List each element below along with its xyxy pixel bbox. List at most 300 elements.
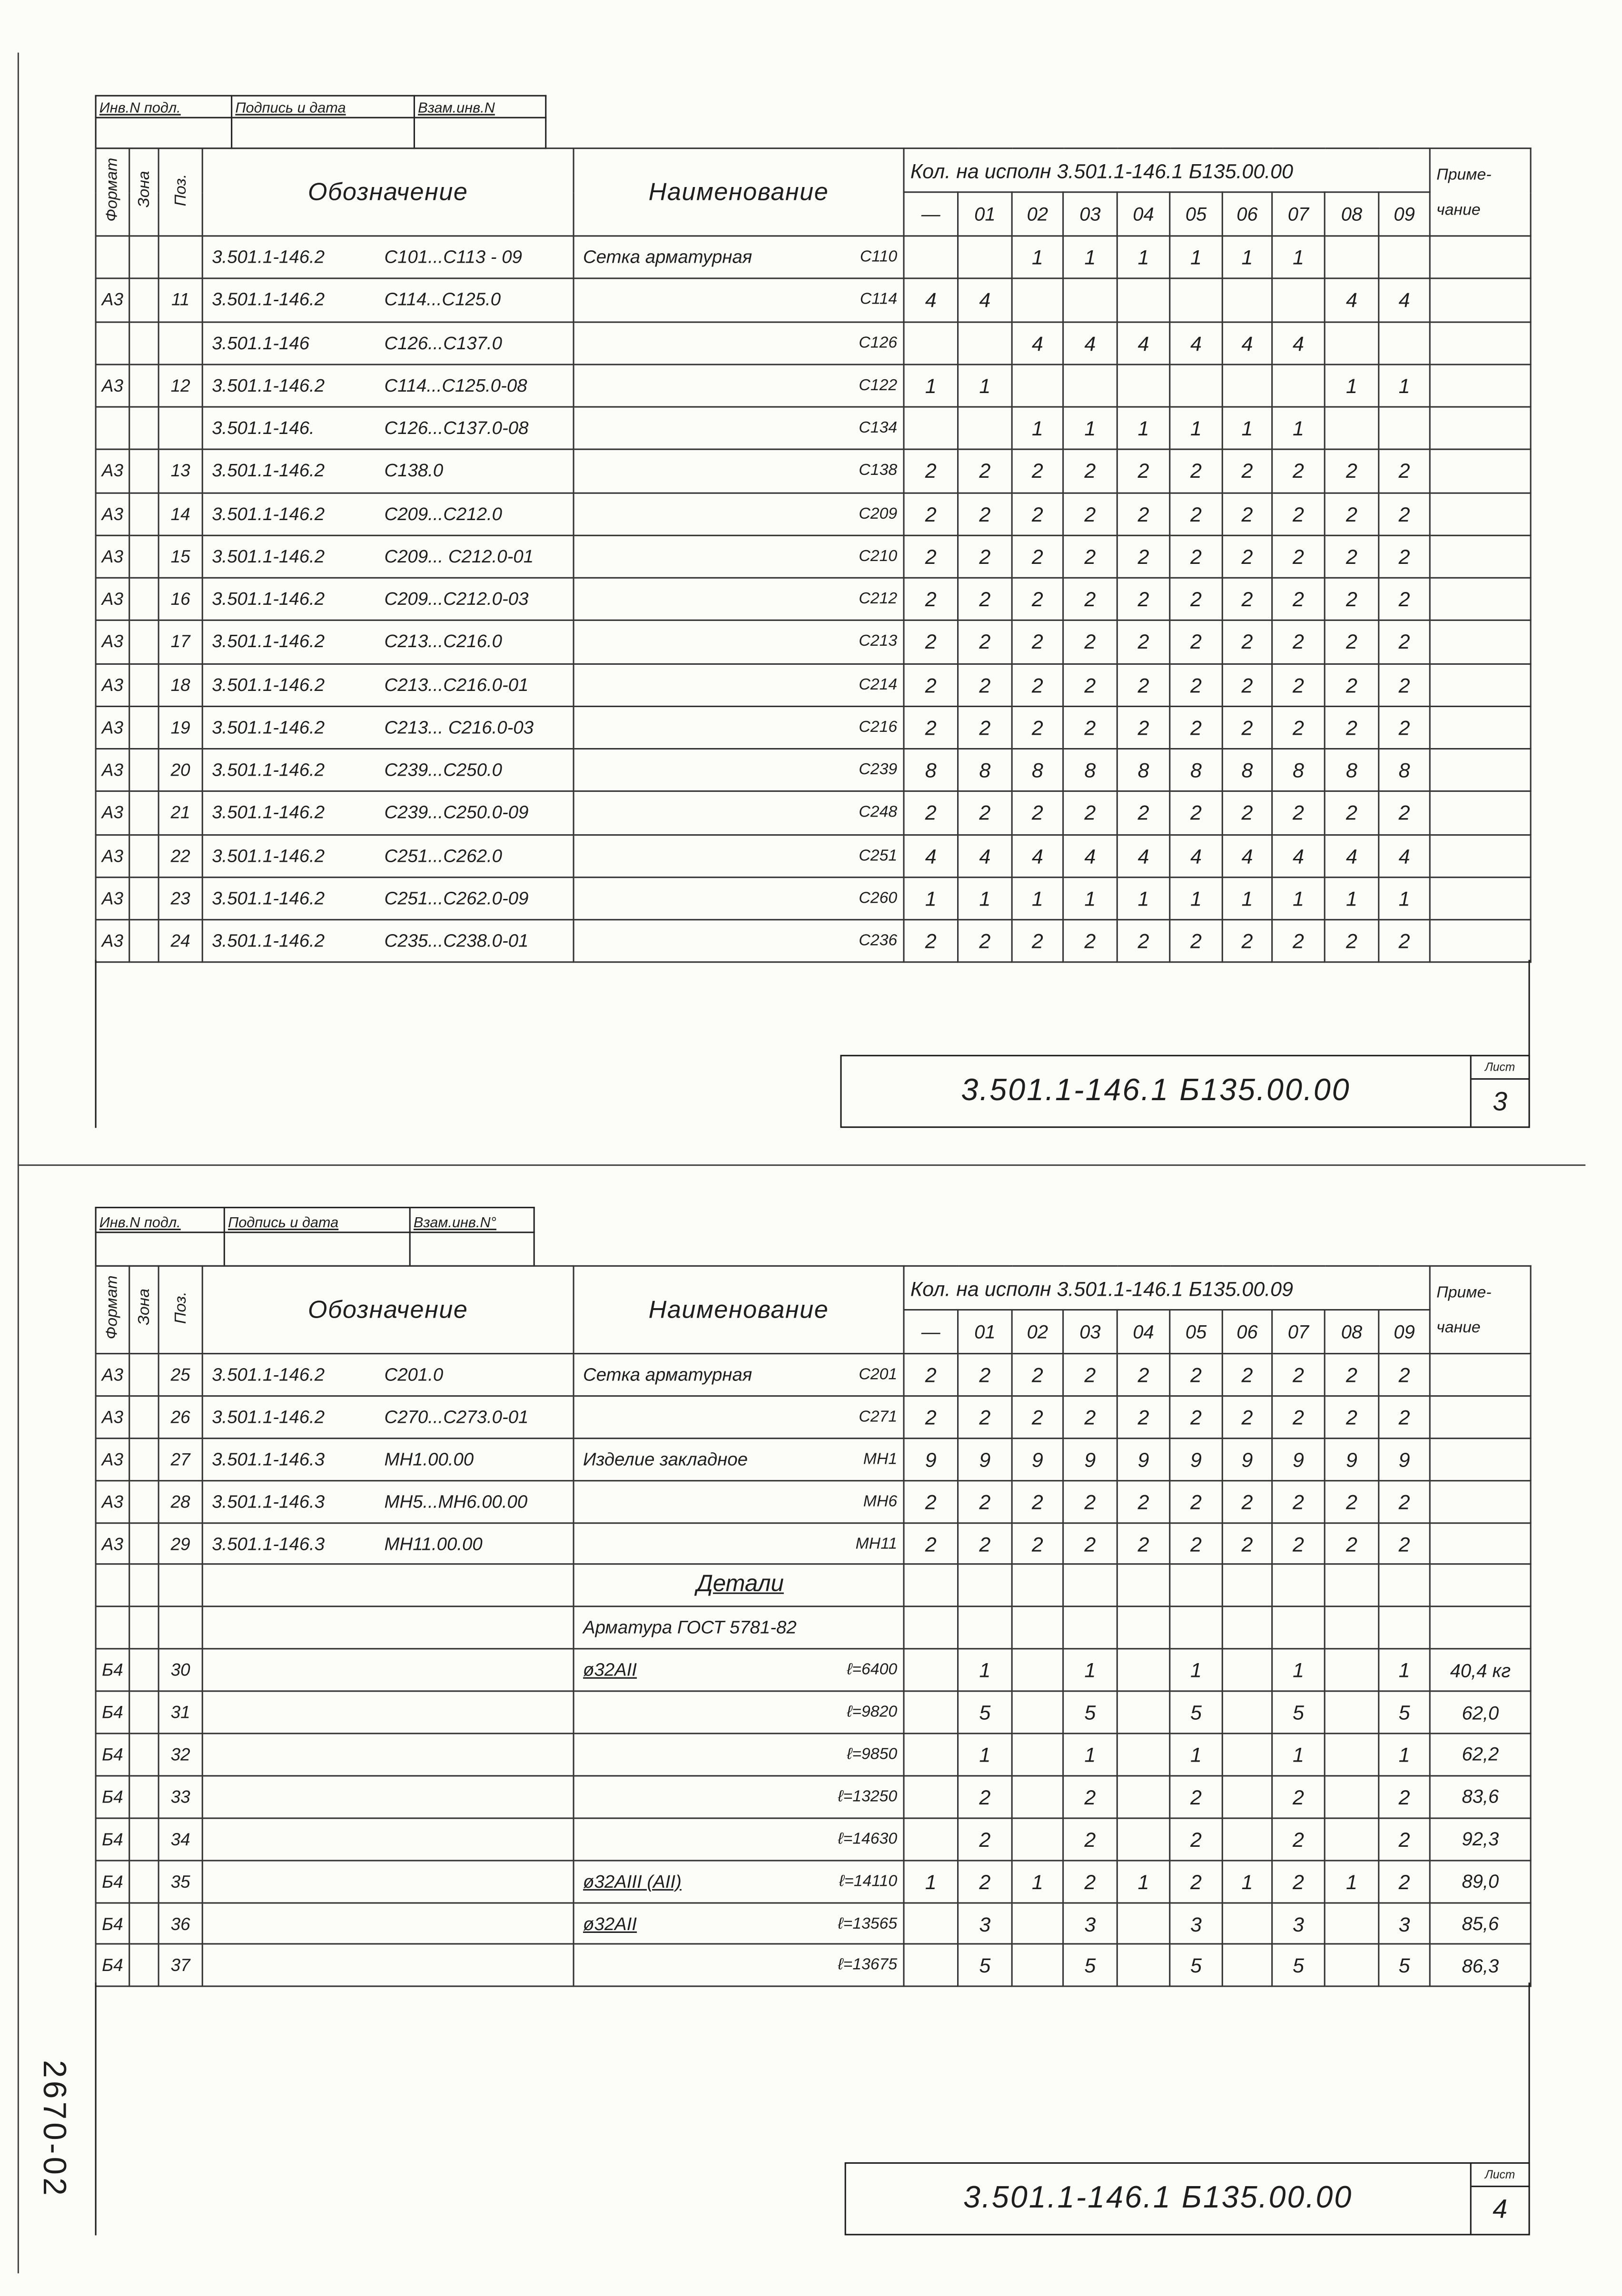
cell-qty-09: 9	[1379, 1438, 1430, 1480]
cell-qty-01: 2	[958, 1396, 1012, 1438]
sheet1-row-5	[96, 407, 1531, 450]
cell-qty-01: 1	[958, 1734, 1012, 1776]
cell-qty-08	[1325, 321, 1379, 364]
cell-qty-06: 4	[1222, 834, 1272, 877]
cell-qty-07: 2	[1272, 493, 1325, 535]
cell-qty-03: 5	[1063, 1691, 1118, 1734]
designation-document: 3.501.1-146.2	[212, 247, 325, 268]
cell-qty-02	[1012, 1734, 1063, 1776]
cell-position: 24	[158, 920, 202, 963]
header-zone-label: Зона	[135, 1289, 153, 1326]
cell-designation	[202, 920, 574, 963]
stamp-sign-label: Подпись и дата	[232, 96, 415, 118]
designation-items: МН11.00.00	[384, 1533, 483, 1554]
cell-qty-01	[958, 1565, 1012, 1607]
stamp-label-row	[96, 96, 546, 118]
cell-qty-02: 8	[1012, 749, 1063, 792]
name-box	[583, 1913, 897, 1934]
sheet2-row-8	[96, 1649, 1531, 1692]
cell-format	[96, 1565, 129, 1607]
name-box	[583, 761, 897, 779]
cell-qty-03: 2	[1063, 1818, 1118, 1860]
cell-qty-04	[1117, 1565, 1170, 1607]
cell-qty-base	[904, 236, 958, 279]
cell-qty-03: 2	[1063, 663, 1118, 706]
cell-qty-07: 3	[1272, 1902, 1325, 1945]
name-text: Сетка арматурная	[583, 247, 752, 268]
cell-note	[1430, 1480, 1531, 1523]
cell-qty-06	[1222, 1776, 1272, 1818]
cell-qty-07: 2	[1272, 706, 1325, 749]
cell-qty-09: 2	[1379, 1522, 1430, 1565]
cell-name	[574, 578, 904, 621]
qty-col-09: 09	[1379, 1310, 1430, 1353]
stamp-inv-label: Инв.N подл.	[96, 96, 232, 118]
cell-qty-07: 2	[1272, 1396, 1325, 1438]
name-mark: С236	[859, 932, 898, 950]
designation-items: С209...С212.0	[384, 503, 502, 524]
cell-designation	[202, 578, 574, 621]
designation-items: С114...С125.0-08	[384, 375, 527, 396]
cell-zone	[129, 1565, 158, 1607]
cell-qty-01: 2	[958, 791, 1012, 834]
cell-qty-06: 2	[1222, 493, 1272, 535]
name-mark: С134	[859, 419, 898, 437]
cell-qty-01	[958, 1607, 1012, 1649]
cell-qty-08: 2	[1325, 450, 1379, 493]
cell-qty-06: 1	[1222, 877, 1272, 920]
cell-qty-03	[1063, 1565, 1118, 1607]
sheet2-spec-table	[95, 1265, 1532, 1988]
cell-name	[574, 877, 904, 920]
cell-qty-05: 2	[1170, 663, 1223, 706]
cell-note	[1430, 279, 1531, 322]
cell-name	[574, 321, 904, 364]
stamp-sign-label: Подпись и дата	[224, 1208, 410, 1232]
name-box	[583, 334, 897, 352]
cell-qty-01: 1	[958, 364, 1012, 407]
cell-qty-01: 2	[958, 621, 1012, 663]
cell-name	[574, 1565, 904, 1607]
cell-qty-09: 2	[1379, 621, 1430, 663]
cell-designation	[202, 535, 574, 578]
designation-document: 3.501.1-146.2	[212, 503, 325, 524]
cell-qty-06	[1222, 1565, 1272, 1607]
designation-items: С209...С212.0-03	[384, 589, 529, 610]
qty-col-08: 08	[1325, 192, 1379, 236]
name-mark: С138	[859, 462, 898, 480]
cell-position: 36	[158, 1902, 202, 1945]
cell-qty-base	[904, 1818, 958, 1860]
name-box	[583, 1535, 897, 1552]
designation-items: С126...С137.0-08	[384, 418, 529, 439]
cell-zone	[129, 1860, 158, 1902]
cell-note	[1430, 706, 1531, 749]
cell-format: А3	[96, 535, 129, 578]
sheet2-document-code: 3.501.1-146.1 Б135.00.00	[963, 2181, 1353, 2215]
cell-qty-09: 3	[1379, 1902, 1430, 1945]
cell-zone	[129, 1776, 158, 1818]
cell-qty-01: 2	[958, 1818, 1012, 1860]
cell-qty-07: 2	[1272, 1860, 1325, 1902]
cell-format: А3	[96, 1438, 129, 1480]
cell-format: А3	[96, 749, 129, 792]
cell-qty-base	[904, 1691, 958, 1734]
cell-qty-07: 2	[1272, 1522, 1325, 1565]
cell-position: 25	[158, 1354, 202, 1396]
designation-items: С235...С238.0-01	[384, 931, 529, 952]
cell-name	[574, 1396, 904, 1438]
cell-qty-04	[1117, 1776, 1170, 1818]
cell-qty-base: 2	[904, 706, 958, 749]
name-box	[583, 548, 897, 565]
name-box	[583, 247, 897, 267]
cell-zone	[129, 791, 158, 834]
cell-zone	[129, 578, 158, 621]
header-format-label: Формат	[103, 158, 121, 222]
cell-designation	[202, 1860, 574, 1902]
cell-qty-06: 2	[1222, 1354, 1272, 1396]
cell-qty-09	[1379, 236, 1430, 279]
cell-qty-08	[1325, 407, 1379, 450]
cell-note: 62,2	[1430, 1734, 1531, 1776]
cell-qty-05: 5	[1170, 1691, 1223, 1734]
name-text: ø32АII	[583, 1913, 637, 1934]
cell-position: 12	[158, 364, 202, 407]
cell-qty-09: 5	[1379, 1944, 1430, 1987]
sheet1-row-3	[96, 321, 1531, 364]
cell-note: 86,3	[1430, 1944, 1531, 1987]
cell-format	[96, 1607, 129, 1649]
cell-format: А3	[96, 706, 129, 749]
cell-qty-base	[904, 1944, 958, 1987]
cell-qty-05	[1170, 1607, 1223, 1649]
name-box	[583, 591, 897, 608]
cell-qty-09: 2	[1379, 578, 1430, 621]
cell-position	[158, 1565, 202, 1607]
cell-qty-base	[904, 1902, 958, 1945]
cell-note	[1430, 493, 1531, 535]
cell-qty-07: 1	[1272, 1734, 1325, 1776]
cell-format: Б4	[96, 1691, 129, 1734]
cell-qty-05: 1	[1170, 407, 1223, 450]
qty-col-02: 02	[1012, 192, 1063, 236]
sheet1-row-1	[96, 236, 1531, 279]
sheet2-sheet-label: Лист	[1472, 2164, 1529, 2187]
sheet1-row-9	[96, 578, 1531, 621]
header-zone-label: Зона	[135, 171, 153, 208]
cell-qty-01: 1	[958, 877, 1012, 920]
cell-qty-02: 4	[1012, 834, 1063, 877]
cell-qty-02: 2	[1012, 663, 1063, 706]
cell-qty-08: 2	[1325, 535, 1379, 578]
cell-name	[574, 1734, 904, 1776]
cell-designation	[202, 1818, 574, 1860]
cell-designation	[202, 321, 574, 364]
qty-col-05: 05	[1170, 1310, 1223, 1353]
qty-col-02: 02	[1012, 1310, 1063, 1353]
cell-zone	[129, 279, 158, 322]
header-name: Наименование	[574, 148, 904, 236]
designation-items: С239...С250.0	[384, 759, 502, 780]
cell-qty-05: 9	[1170, 1438, 1223, 1480]
cell-qty-06: 2	[1222, 1480, 1272, 1523]
cell-qty-05: 2	[1170, 1396, 1223, 1438]
cell-qty-03: 2	[1063, 535, 1118, 578]
cell-position: 16	[158, 578, 202, 621]
cell-format: Б4	[96, 1649, 129, 1692]
cell-qty-09: 2	[1379, 1818, 1430, 1860]
cell-name	[574, 834, 904, 877]
designation-document: 3.501.1-146.3	[212, 1491, 325, 1512]
cell-qty-base: 2	[904, 791, 958, 834]
cell-qty-07: 2	[1272, 621, 1325, 663]
cell-qty-09: 2	[1379, 1776, 1430, 1818]
cell-qty-08: 2	[1325, 663, 1379, 706]
designation-items: С126...С137.0	[384, 332, 502, 353]
cell-qty-base	[904, 1607, 958, 1649]
cell-position: 28	[158, 1480, 202, 1523]
cell-qty-07	[1272, 279, 1325, 322]
cell-qty-08: 2	[1325, 706, 1379, 749]
cell-qty-03: 1	[1063, 407, 1118, 450]
cell-qty-09: 2	[1379, 920, 1430, 963]
cell-zone	[129, 1818, 158, 1860]
cell-qty-base: 2	[904, 1522, 958, 1565]
cell-qty-04: 2	[1117, 791, 1170, 834]
cell-qty-04	[1117, 1607, 1170, 1649]
stamp-vzam-field	[410, 1232, 534, 1266]
name-box	[583, 676, 897, 693]
cell-qty-05	[1170, 279, 1223, 322]
cell-qty-09: 2	[1379, 493, 1430, 535]
sheet1-row-12	[96, 706, 1531, 749]
cell-format: А3	[96, 621, 129, 663]
cell-qty-09	[1379, 1565, 1430, 1607]
cell-qty-06	[1222, 1607, 1272, 1649]
sheet1-sheet-number: 3	[1493, 1087, 1507, 1116]
cell-qty-08: 2	[1325, 1522, 1379, 1565]
name-text: ø32АII	[583, 1660, 637, 1681]
cell-qty-05: 2	[1170, 535, 1223, 578]
cell-format: Б4	[96, 1860, 129, 1902]
cell-designation	[202, 364, 574, 407]
cell-qty-04	[1117, 1818, 1170, 1860]
cell-format: Б4	[96, 1776, 129, 1818]
cell-qty-04: 1	[1117, 877, 1170, 920]
cell-qty-04: 2	[1117, 920, 1170, 963]
sheet2-row-3	[96, 1438, 1531, 1480]
name-mark: ℓ=9850	[847, 1745, 898, 1764]
cell-qty-base: 2	[904, 663, 958, 706]
cell-name	[574, 450, 904, 493]
name-box	[583, 1364, 897, 1385]
sheet-separator-line	[18, 1164, 1585, 1166]
cell-qty-08	[1325, 1649, 1379, 1692]
designation-items: С138.0	[384, 461, 444, 482]
cell-note: 89,0	[1430, 1860, 1531, 1902]
name-mark: С110	[860, 248, 898, 266]
cell-designation	[202, 706, 574, 749]
name-box	[583, 1871, 897, 1892]
cell-format: Б4	[96, 1944, 129, 1987]
cell-note	[1430, 450, 1531, 493]
cell-position: 29	[158, 1522, 202, 1565]
name-box	[583, 1704, 897, 1721]
cell-qty-05	[1170, 364, 1223, 407]
cell-qty-09: 1	[1379, 1734, 1430, 1776]
sheet2-row-14	[96, 1902, 1531, 1945]
cell-qty-09: 1	[1379, 364, 1430, 407]
cell-designation	[202, 1944, 574, 1987]
cell-qty-05: 4	[1170, 321, 1223, 364]
cell-name	[574, 493, 904, 535]
cell-qty-07: 1	[1272, 877, 1325, 920]
cell-format: А3	[96, 1480, 129, 1523]
designation-items: МН1.00.00	[384, 1449, 474, 1469]
stamp-inv-field	[96, 1232, 224, 1266]
cell-note	[1430, 1438, 1531, 1480]
designation-items: С213... С216.0-03	[384, 717, 534, 738]
cell-qty-01: 2	[958, 1354, 1012, 1396]
sheet1-row-13	[96, 749, 1531, 792]
cell-qty-05	[1170, 1565, 1223, 1607]
name-box	[583, 633, 897, 651]
name-mark: С114	[860, 291, 898, 309]
cell-format: А3	[96, 364, 129, 407]
cell-qty-02: 2	[1012, 791, 1063, 834]
cell-qty-07: 1	[1272, 407, 1325, 450]
cell-qty-05: 2	[1170, 621, 1223, 663]
name-mark: МН6	[863, 1492, 898, 1510]
cell-qty-07: 2	[1272, 535, 1325, 578]
sheet1-row-10	[96, 621, 1531, 663]
cell-qty-09: 2	[1379, 1480, 1430, 1523]
cell-zone	[129, 920, 158, 963]
cell-qty-01	[958, 321, 1012, 364]
stamp-inv-label: Инв.N подл.	[96, 1208, 224, 1232]
cell-position: 21	[158, 791, 202, 834]
cell-qty-08	[1325, 1776, 1379, 1818]
cell-note	[1430, 791, 1531, 834]
cell-qty-08: 2	[1325, 920, 1379, 963]
cell-qty-01: 2	[958, 706, 1012, 749]
cell-format: А3	[96, 920, 129, 963]
cell-qty-01: 2	[958, 1480, 1012, 1523]
cell-qty-02: 2	[1012, 706, 1063, 749]
name-box	[583, 1746, 897, 1764]
cell-zone	[129, 1649, 158, 1692]
cell-qty-base: 8	[904, 749, 958, 792]
stamp-field-row	[96, 118, 546, 148]
cell-qty-05: 1	[1170, 1734, 1223, 1776]
cell-zone	[129, 1354, 158, 1396]
cell-qty-06: 2	[1222, 1396, 1272, 1438]
cell-qty-base: 4	[904, 834, 958, 877]
name-box	[583, 1830, 897, 1848]
sheet1-row-17	[96, 920, 1531, 963]
cell-qty-05: 2	[1170, 1522, 1223, 1565]
name-box	[583, 1660, 897, 1680]
cell-name	[574, 1944, 904, 1987]
stamp-field-row	[96, 1232, 534, 1266]
name-text: ø32АIII (АII)	[583, 1871, 682, 1892]
sheet1-table-body	[96, 236, 1531, 963]
cell-qty-07: 1	[1272, 1649, 1325, 1692]
cell-qty-base	[904, 407, 958, 450]
cell-format: А3	[96, 877, 129, 920]
cell-qty-09	[1379, 1607, 1430, 1649]
cell-qty-08: 2	[1325, 1480, 1379, 1523]
cell-note: 85,6	[1430, 1902, 1531, 1945]
cell-qty-08	[1325, 1691, 1379, 1734]
cell-designation	[202, 1691, 574, 1734]
cell-qty-09: 2	[1379, 663, 1430, 706]
cell-qty-05: 2	[1170, 791, 1223, 834]
name-mark: С216	[859, 719, 898, 737]
sheet2-sheet-box	[1470, 2164, 1529, 2234]
cell-qty-04: 1	[1117, 407, 1170, 450]
qty-col-01: 01	[958, 192, 1012, 236]
cell-qty-04	[1117, 1944, 1170, 1987]
name-mark: С201	[859, 1366, 898, 1384]
cell-position: 27	[158, 1438, 202, 1480]
cell-name	[574, 279, 904, 322]
cell-format: А3	[96, 663, 129, 706]
cell-note	[1430, 535, 1531, 578]
stamp-vzam-label: Взам.инв.N°	[410, 1208, 534, 1232]
cell-designation	[202, 663, 574, 706]
cell-name	[574, 749, 904, 792]
designation-items: МН5...МН6.00.00	[384, 1491, 528, 1512]
cell-qty-01: 2	[958, 493, 1012, 535]
designation-items: С201.0	[384, 1364, 444, 1385]
cell-qty-05: 3	[1170, 1902, 1223, 1945]
designation-document: 3.501.1-146.2	[212, 845, 325, 866]
qty-col-04: 04	[1117, 192, 1170, 236]
cell-qty-08: 2	[1325, 1396, 1379, 1438]
name-mark: ℓ=6400	[847, 1661, 898, 1679]
stamp-vzam-field	[414, 118, 545, 148]
sheet2-row-1	[96, 1354, 1531, 1396]
cell-qty-03: 8	[1063, 749, 1118, 792]
sheet1-row-4	[96, 364, 1531, 407]
cell-qty-06	[1222, 1691, 1272, 1734]
name-box	[583, 719, 897, 736]
name-text: Сетка арматурная	[583, 1364, 752, 1385]
cell-qty-03: 2	[1063, 578, 1118, 621]
cell-name	[574, 1354, 904, 1396]
header-note-bottom: чание	[1436, 201, 1481, 219]
name-box	[583, 804, 897, 822]
cell-qty-09: 2	[1379, 706, 1430, 749]
cell-qty-07	[1272, 1607, 1325, 1649]
cell-qty-06: 4	[1222, 321, 1272, 364]
cell-qty-05: 2	[1170, 706, 1223, 749]
cell-position: 34	[158, 1818, 202, 1860]
designation-document: 3.501.1-146.2	[212, 759, 325, 780]
cell-qty-01: 4	[958, 834, 1012, 877]
cell-name	[574, 1480, 904, 1523]
cell-qty-03: 2	[1063, 493, 1118, 535]
cell-format: А3	[96, 450, 129, 493]
cell-qty-01: 2	[958, 1776, 1012, 1818]
cell-zone	[129, 663, 158, 706]
cell-qty-03: 2	[1063, 791, 1118, 834]
cell-designation	[202, 1396, 574, 1438]
cell-designation	[202, 236, 574, 279]
cell-qty-06: 2	[1222, 791, 1272, 834]
